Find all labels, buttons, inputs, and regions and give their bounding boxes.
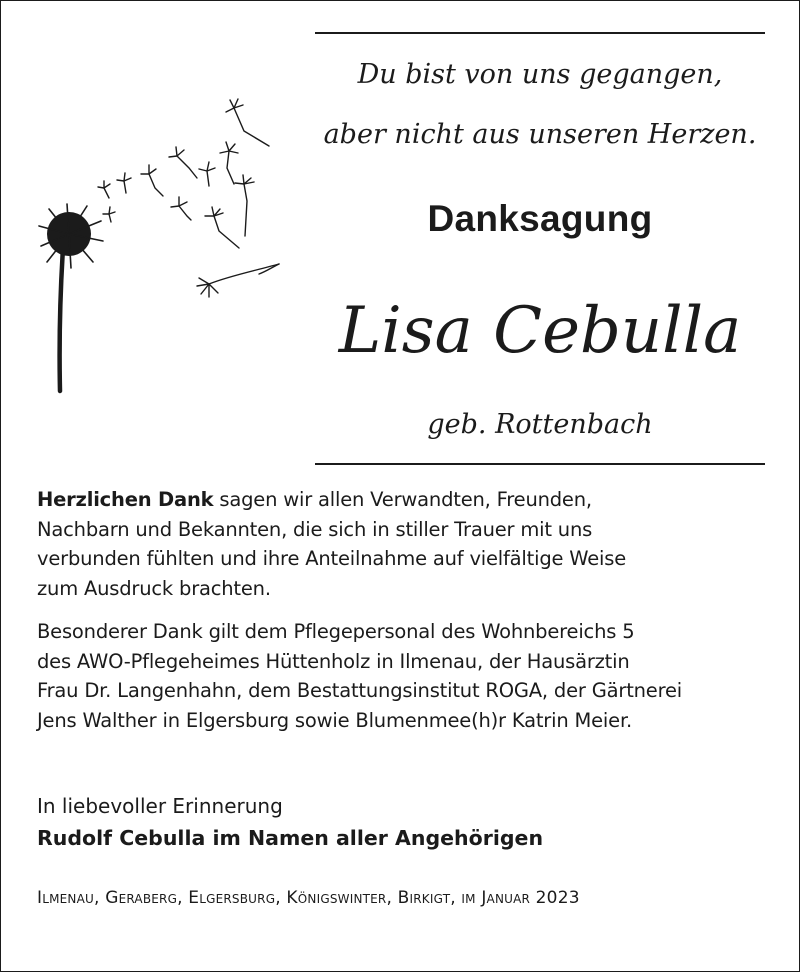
top-rule — [315, 32, 765, 34]
signer: Rudolf Cebulla im Namen aller Angehörigen — [37, 826, 544, 850]
thanks-line-1-rest: sagen wir allen Verwandten, Freunden, — [213, 488, 592, 511]
paragraph-2-line-1: Besonderer Dank gilt dem Pflegepersonal des Wohnbereichs 5 — [37, 620, 635, 643]
thanks-lead: Herzlichen Dank — [37, 488, 214, 511]
memorial-quote — [315, 45, 765, 165]
paragraph-1-line-2: Nachbarn und Bekannten, die sich in stiller Trauer mit uns — [37, 517, 593, 541]
paragraph-2-line-4: Jens Walther in Elgersburg sowie Blumenmee(h)r Katrin Meier. — [37, 708, 632, 732]
paragraph-special-thanks — [37, 617, 777, 735]
paragraph-2-line-3: Frau Dr. Langenhahn, dem Bestattungsinstitut ROGA, der Gärtnerei — [37, 679, 683, 702]
paragraph-thanks — [37, 485, 777, 603]
places-and-date: Ilmenau, Geraberg, Elgersburg, Königswinter, Birkigt, im Januar 2023 — [37, 888, 580, 908]
quote-line-2: aber nicht aus unseren Herzen. — [323, 119, 757, 150]
deceased-name: Lisa Cebulla — [338, 294, 742, 368]
heading: Danksagung — [427, 198, 653, 239]
paragraph-1-line-1 — [37, 488, 592, 511]
quote-line-1: Du bist von uns gegangen, — [357, 59, 723, 90]
paragraph-2-line-2: des AWO-Pflegeheimes Hüttenholz in Ilmenau, der Hausärztin — [37, 649, 630, 673]
closing-memory: In liebevoller Erinnerung — [37, 794, 283, 818]
thanks-text — [37, 485, 777, 735]
paragraph-1-line-4: zum Ausdruck brachten. — [37, 576, 271, 600]
bottom-rule — [315, 463, 765, 465]
paragraph-1-line-3: verbunden fühlten und ihre Anteilnahme auf vielfältige Weise — [37, 547, 626, 570]
dandelion-icon — [29, 96, 319, 396]
birth-name: geb. Rottenbach — [427, 409, 653, 440]
